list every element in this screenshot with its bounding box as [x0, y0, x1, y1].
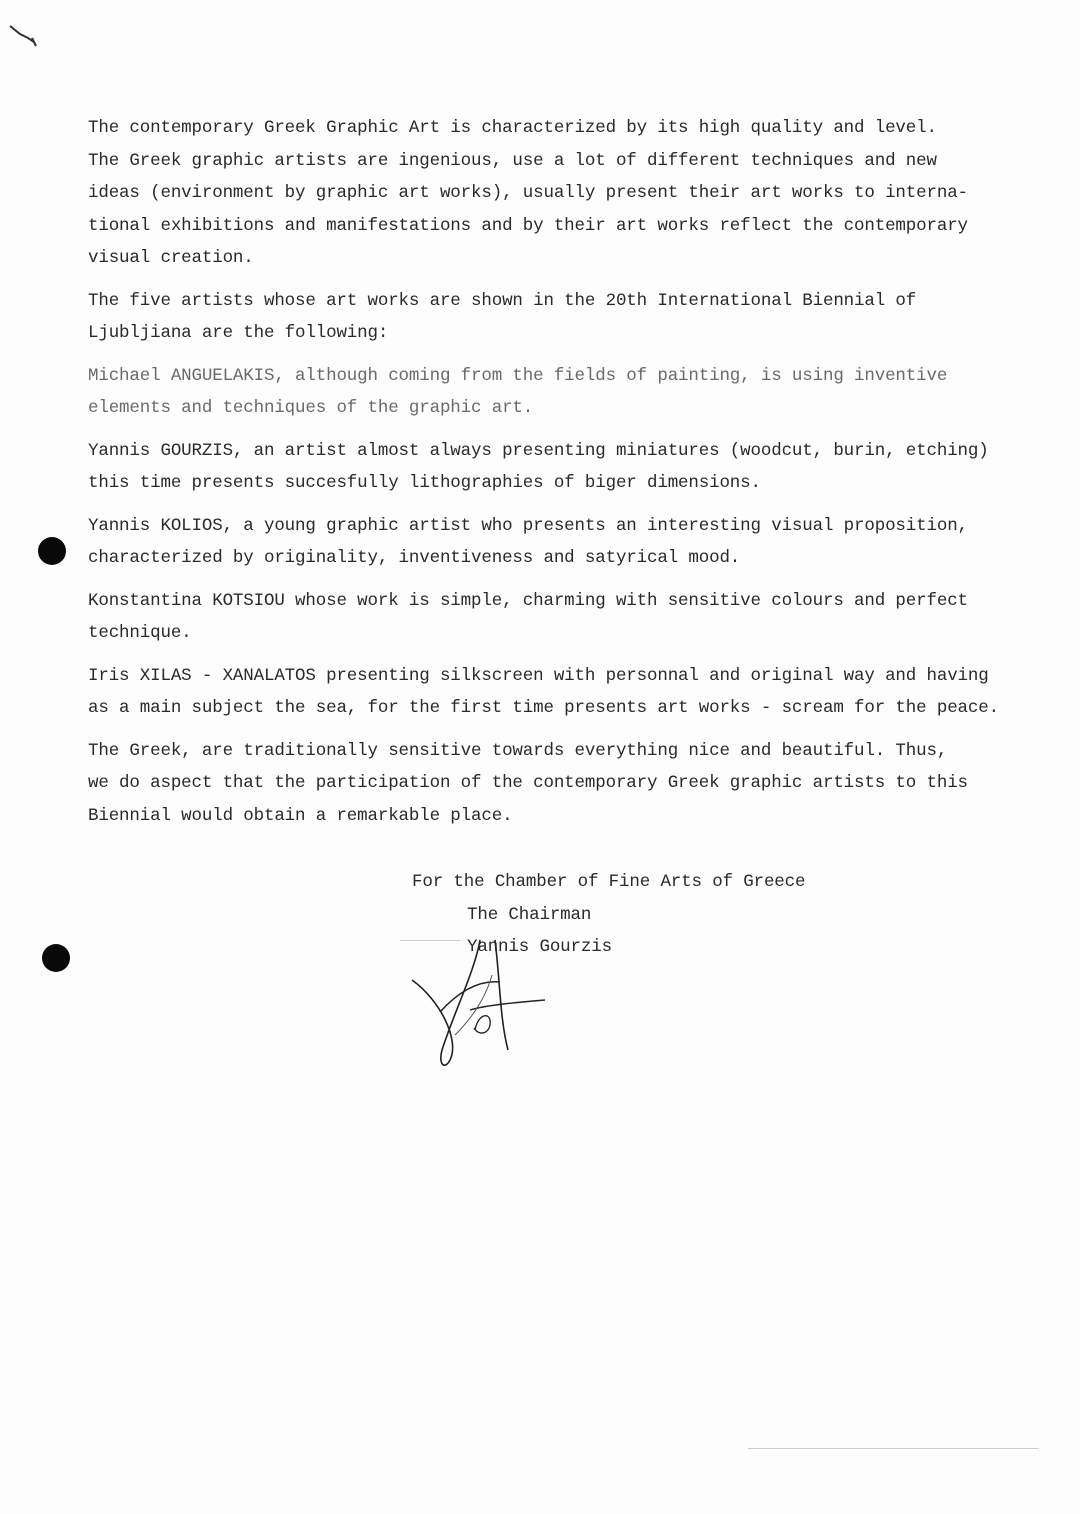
text-line: as a main subject the sea, for the first time presents art works - scream for the peace. — [88, 698, 999, 718]
text-line: technique. — [88, 623, 192, 643]
text-line: ideas (environment by graphic art works), usually present their art works to interna- — [88, 183, 968, 203]
text-line: elements and techniques of the graphic art. — [88, 398, 534, 418]
letter-body — [88, 112, 1048, 842]
text-line: we do aspect that the participation of the contemporary Greek graphic artists to this — [88, 773, 968, 793]
signatory-name: Yannis Gourzis — [467, 937, 612, 957]
text-line: visual creation. — [88, 248, 254, 268]
text-line: The contemporary Greek Graphic Art is characterized by its high quality and level. — [88, 118, 937, 138]
text-line: Ljubljiana are the following: — [88, 323, 389, 343]
handwritten-signature — [400, 920, 570, 1080]
text-line: Konstantina KOTSIOU whose work is simple, charming with sensitive colours and perfect — [88, 590, 968, 611]
text-line: Michael ANGUELAKIS, although coming from the fields of painting, is using inventive — [88, 365, 948, 386]
paragraph-conclusion — [88, 735, 1048, 833]
paragraph-kotsiou — [88, 585, 1048, 650]
text-line: tional exhibitions and manifestations and by their art works reflect the contemporary — [88, 215, 968, 236]
text-line: this time presents succesfully lithographies of biger dimensions. — [88, 473, 761, 493]
staple-mark — [6, 20, 46, 50]
paragraph-intro — [88, 112, 1048, 275]
paragraph-anguelakis — [88, 360, 1048, 425]
text-line: The Greek graphic artists are ingenious, use a lot of different techniques and new — [88, 150, 937, 171]
text-line: The Greek, are traditionally sensitive towards everything nice and beautiful. Thus, — [88, 740, 948, 761]
paragraph-xilas — [88, 660, 1048, 725]
paragraph-gourzis — [88, 435, 1048, 500]
paragraph-artists-intro — [88, 285, 1048, 350]
text-line: The five artists whose art works are shown in the 20th International Biennial of — [88, 290, 917, 311]
text-line: Biennial would obtain a remarkable place. — [88, 805, 513, 826]
text-line: Iris XILAS - XANALATOS presenting silkscreen with personnal and original way and having — [88, 665, 989, 686]
scan-artifact-line — [400, 940, 460, 941]
signatory-title: The Chairman — [467, 904, 592, 925]
signatory-organization: For the Chamber of Fine Arts of Greece — [412, 872, 806, 892]
punch-hole-top — [38, 537, 66, 565]
text-line: Yannis KOLIOS, a young graphic artist who presents an interesting visual proposition, — [88, 515, 968, 536]
text-line: Yannis GOURZIS, an artist almost always presenting miniatures (woodcut, burin, etching) — [88, 440, 989, 461]
punch-hole-bottom — [42, 944, 70, 972]
text-line: characterized by originality, inventiveness and satyrical mood. — [88, 548, 741, 568]
paragraph-kolios — [88, 510, 1048, 575]
scan-artifact-line — [748, 1448, 1038, 1449]
